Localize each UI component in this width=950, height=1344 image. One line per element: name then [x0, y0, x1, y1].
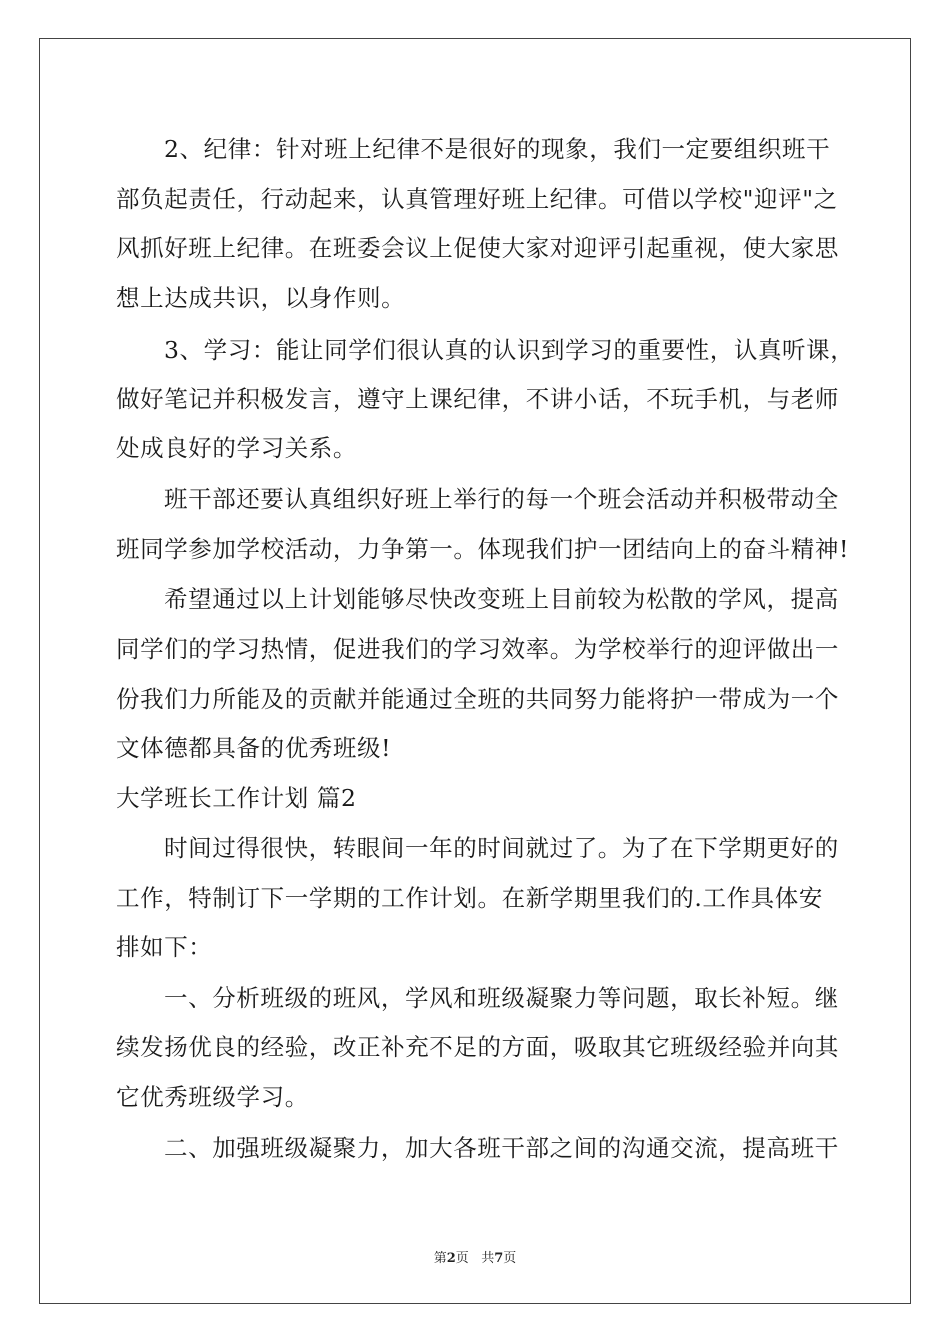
paragraph-line: 续发扬优良的经验，改正补充不足的方面，吸取其它班级经验并向其 — [116, 1033, 839, 1061]
paragraph-line: 班同学参加学校活动，力争第一。体现我们护一团结向上的奋斗精神! — [116, 535, 850, 563]
paragraph-line: 份我们力所能及的贡献并能通过全班的共同努力能将护一带成为一个 — [116, 685, 839, 713]
paragraph-line: 工作，特制订下一学期的工作计划。在新学期里我们的.工作具体安 — [116, 884, 823, 912]
paragraph-line: 二、加强班级凝聚力，加大各班干部之间的沟通交流，提高班干 — [164, 1134, 839, 1162]
paragraph-line: 一、分析班级的班风，学风和班级凝聚力等问题，取长补短。继 — [164, 984, 839, 1012]
paragraph-line: 文体德都具备的优秀班级! — [116, 734, 392, 762]
footer-prefix: 第 — [433, 1251, 447, 1266]
paragraph-line: 3、学习：能让同学们很认真的认识到学习的重要性，认真听课， — [164, 336, 855, 364]
paragraph-line: 它优秀班级学习。 — [116, 1083, 309, 1111]
paragraph-line: 希望通过以上计划能够尽快改变班上目前较为松散的学风，提高 — [164, 585, 839, 613]
paragraph-line: 排如下： — [116, 933, 213, 961]
paragraph-line: 做好笔记并积极发言，遵守上课纪律，不讲小话，不玩手机，与老师 — [116, 385, 839, 413]
section-heading: 大学班长工作计划 篇2 — [116, 784, 357, 812]
paragraph-line: 2、纪律：针对班上纪律不是很好的现象，我们一定要组织班干 — [164, 135, 831, 163]
current-page-number: 2 — [446, 1251, 456, 1266]
total-page-number: 7 — [494, 1251, 504, 1266]
paragraph-line: 处成良好的学习关系。 — [116, 434, 357, 462]
paragraph-line: 想上达成共识，以身作则。 — [116, 284, 406, 312]
paragraph-line: 时间过得很快，转眼间一年的时间就过了。为了在下学期更好的 — [164, 834, 839, 862]
page-border — [39, 38, 911, 1304]
paragraph-line: 风抓好班上纪律。在班委会议上促使大家对迎评引起重视，使大家思 — [116, 234, 839, 262]
footer-mid: 页 共 — [455, 1251, 495, 1266]
paragraph-line: 班干部还要认真组织好班上举行的每一个班会活动并积极带动全 — [164, 485, 839, 513]
paragraph-line: 同学们的学习热情，促进我们的学习效率。为学校举行的迎评做出一 — [116, 635, 839, 663]
footer-suffix: 页 — [503, 1251, 517, 1266]
page-footer — [0, 1247, 950, 1266]
paragraph-line: 部负起责任，行动起来，认真管理好班上纪律。可借以学校"迎评"之 — [116, 185, 838, 213]
